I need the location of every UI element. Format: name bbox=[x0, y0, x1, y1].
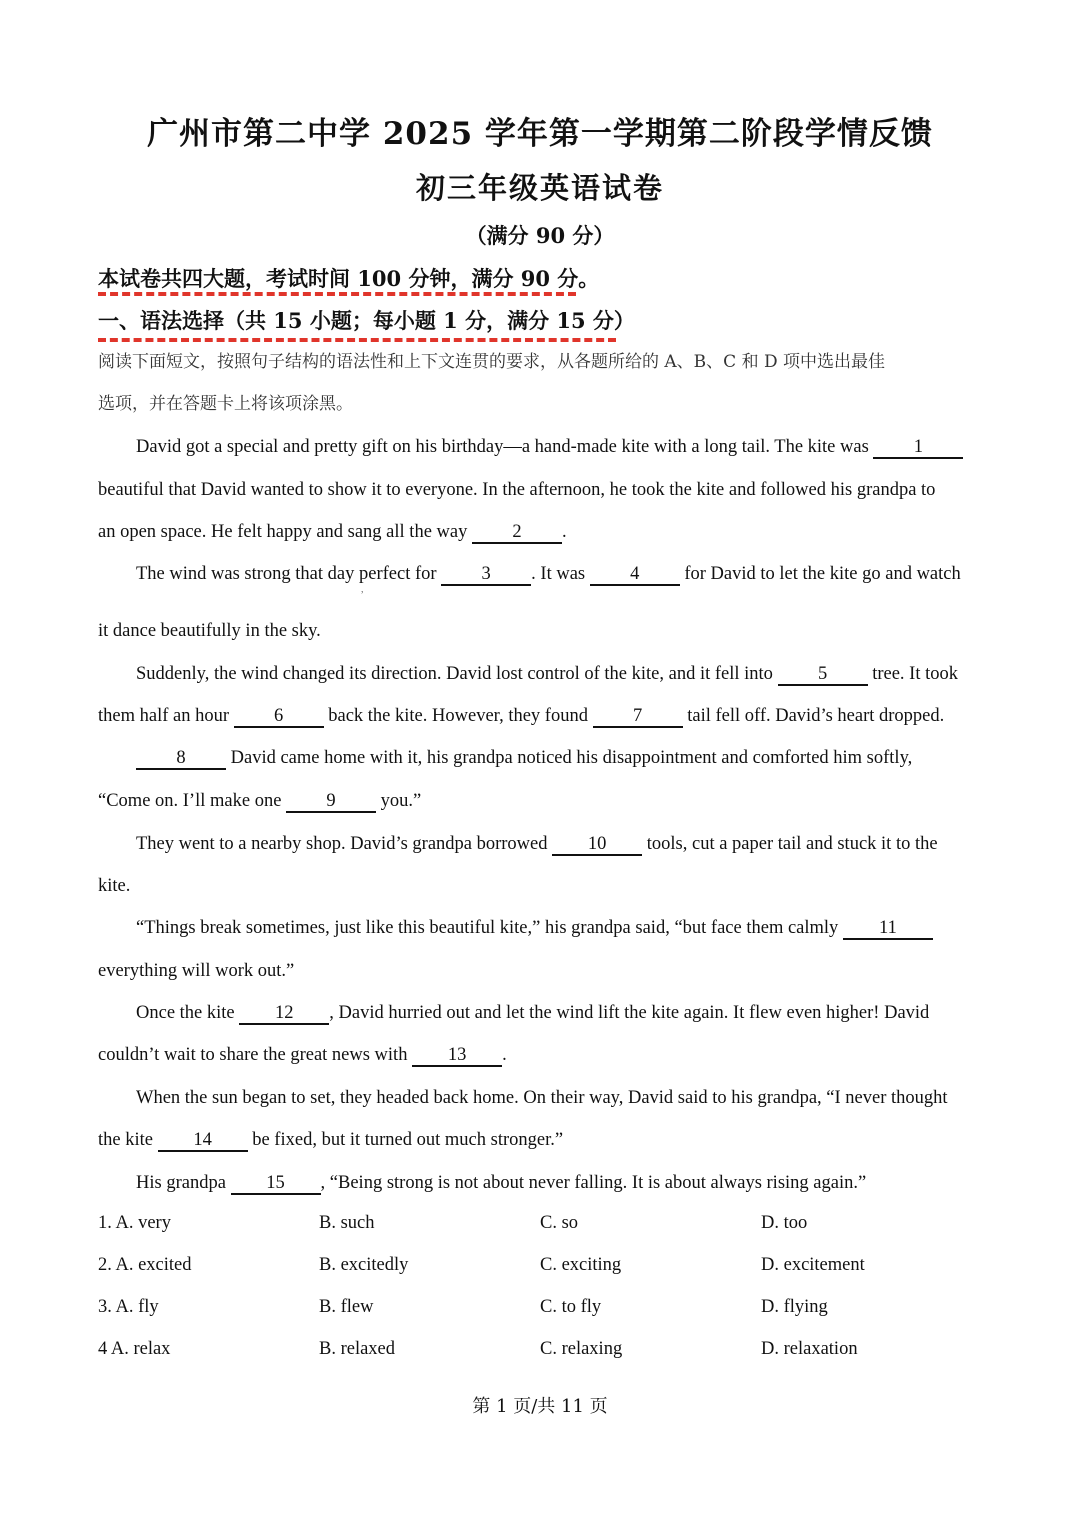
option-c: C. so bbox=[540, 1213, 579, 1233]
passage-line: The wind was strong that day perfect for 3 . It was 4 for David to let the kite go and watch bbox=[136, 564, 961, 584]
question-options-1 bbox=[98, 1213, 998, 1237]
blank-14: 14 bbox=[158, 1130, 248, 1152]
passage-line: 8 David came home with it, his grandpa noticed his disappointment and comforted him softly, bbox=[136, 746, 912, 770]
option-a: 4 A. relax bbox=[98, 1339, 171, 1359]
option-a: 1. A. very bbox=[98, 1213, 171, 1233]
passage-line: His grandpa 15 , “Being strong is not about never falling. It is about always rising again.” bbox=[136, 1173, 867, 1193]
passage-line: couldn’t wait to share the great news with 13 . bbox=[98, 1045, 507, 1065]
annotation-dash-underline bbox=[98, 292, 576, 296]
passage-line: Once the kite 12 , David hurried out and let the wind lift the kite again. It flew even higher! David bbox=[136, 1003, 930, 1023]
section-instruction: 阅读下面短文，按照句子结构的语法性和上下文连贯的要求，从各题所给的 A、B、C 和 D 项中选出最佳 bbox=[98, 352, 886, 372]
option-a: 3. A. fly bbox=[98, 1297, 159, 1317]
passage-line: Suddenly, the wind changed its direction. David lost control of the kite, and it fell into 5 tree. It took bbox=[136, 664, 958, 684]
option-b: B. flew bbox=[319, 1297, 374, 1317]
blank-6: 6 bbox=[234, 706, 324, 728]
exam-subtitle: 初三年级英语试卷 bbox=[415, 171, 664, 205]
blank-5: 5 bbox=[778, 664, 868, 686]
passage-line: the kite 14 be fixed, but it turned out much stronger.” bbox=[98, 1130, 564, 1150]
full-score: （满分 90 分） bbox=[465, 223, 615, 248]
blank-12: 12 bbox=[239, 1003, 329, 1025]
blank-10: 10 bbox=[552, 834, 642, 856]
option-d: D. excitement bbox=[761, 1255, 865, 1275]
passage-line: When the sun began to set, they headed back home. On their way, David said to his grandpa, “I never thought bbox=[136, 1088, 948, 1108]
blank-7: 7 bbox=[593, 706, 683, 728]
passage-line: kite. bbox=[98, 876, 131, 896]
option-b: B. relaxed bbox=[319, 1339, 396, 1359]
passage-line: “Come on. I’ll make one 9 you.” bbox=[98, 791, 422, 811]
blank-1: 1 bbox=[873, 437, 963, 459]
blank-4: 4 bbox=[590, 564, 680, 586]
blank-2: 2 bbox=[472, 522, 562, 544]
option-c: C. to fly bbox=[540, 1297, 602, 1317]
annotation-dash-underline bbox=[98, 338, 616, 342]
blank-13: 13 bbox=[412, 1045, 502, 1067]
option-b: B. such bbox=[319, 1213, 375, 1233]
passage-line: everything will work out.” bbox=[98, 961, 295, 981]
passage-line: David got a special and pretty gift on his birthday—a hand-made kite with a long tail. The kite was 1 bbox=[136, 435, 963, 459]
option-a: 2. A. excited bbox=[98, 1255, 192, 1275]
option-b: B. excitedly bbox=[319, 1255, 409, 1275]
blank-9: 9 bbox=[286, 791, 376, 813]
stray-comma-mark: , bbox=[361, 584, 364, 595]
exam-title: 广州市第二中学 2025 学年第一学期第二阶段学情反馈 bbox=[147, 116, 933, 152]
blank-3: 3 bbox=[441, 564, 531, 586]
option-d: D. flying bbox=[761, 1297, 828, 1317]
blank-8: 8 bbox=[136, 748, 226, 770]
passage-line: “Things break sometimes, just like this beautiful kite,” his grandpa said, “but face them calmly 11 bbox=[136, 916, 933, 940]
question-options-4 bbox=[98, 1339, 998, 1363]
passage-line: them half an hour 6 back the kite. However, they found 7 tail fell off. David’s heart dropped. bbox=[98, 706, 945, 726]
option-d: D. too bbox=[761, 1213, 808, 1233]
option-c: C. relaxing bbox=[540, 1339, 623, 1359]
section-heading: 一、语法选择（共 15 小题；每小题 1 分，满分 15 分） bbox=[98, 308, 635, 333]
question-options-3 bbox=[98, 1297, 998, 1321]
blank-11: 11 bbox=[843, 918, 933, 940]
question-options-2 bbox=[98, 1255, 998, 1279]
passage-line: They went to a nearby shop. David’s grandpa borrowed 10 tools, cut a paper tail and stuck it to the bbox=[136, 834, 938, 854]
option-c: C. exciting bbox=[540, 1255, 622, 1275]
section-instruction: 选项，并在答题卡上将该项涂黑。 bbox=[98, 394, 353, 414]
option-d: D. relaxation bbox=[761, 1339, 858, 1359]
passage-line: beautiful that David wanted to show it to everyone. In the afternoon, he took the kite and followed his grandpa to bbox=[98, 480, 936, 500]
page-footer: 第 1 页/共 11 页 bbox=[472, 1396, 608, 1417]
passage-line: an open space. He felt happy and sang all the way 2 . bbox=[98, 522, 567, 542]
blank-15: 15 bbox=[231, 1173, 321, 1195]
exam-intro: 本试卷共四大题，考试时间 100 分钟，满分 90 分。 bbox=[98, 266, 600, 291]
passage-line: it dance beautifully in the sky. bbox=[98, 621, 321, 641]
